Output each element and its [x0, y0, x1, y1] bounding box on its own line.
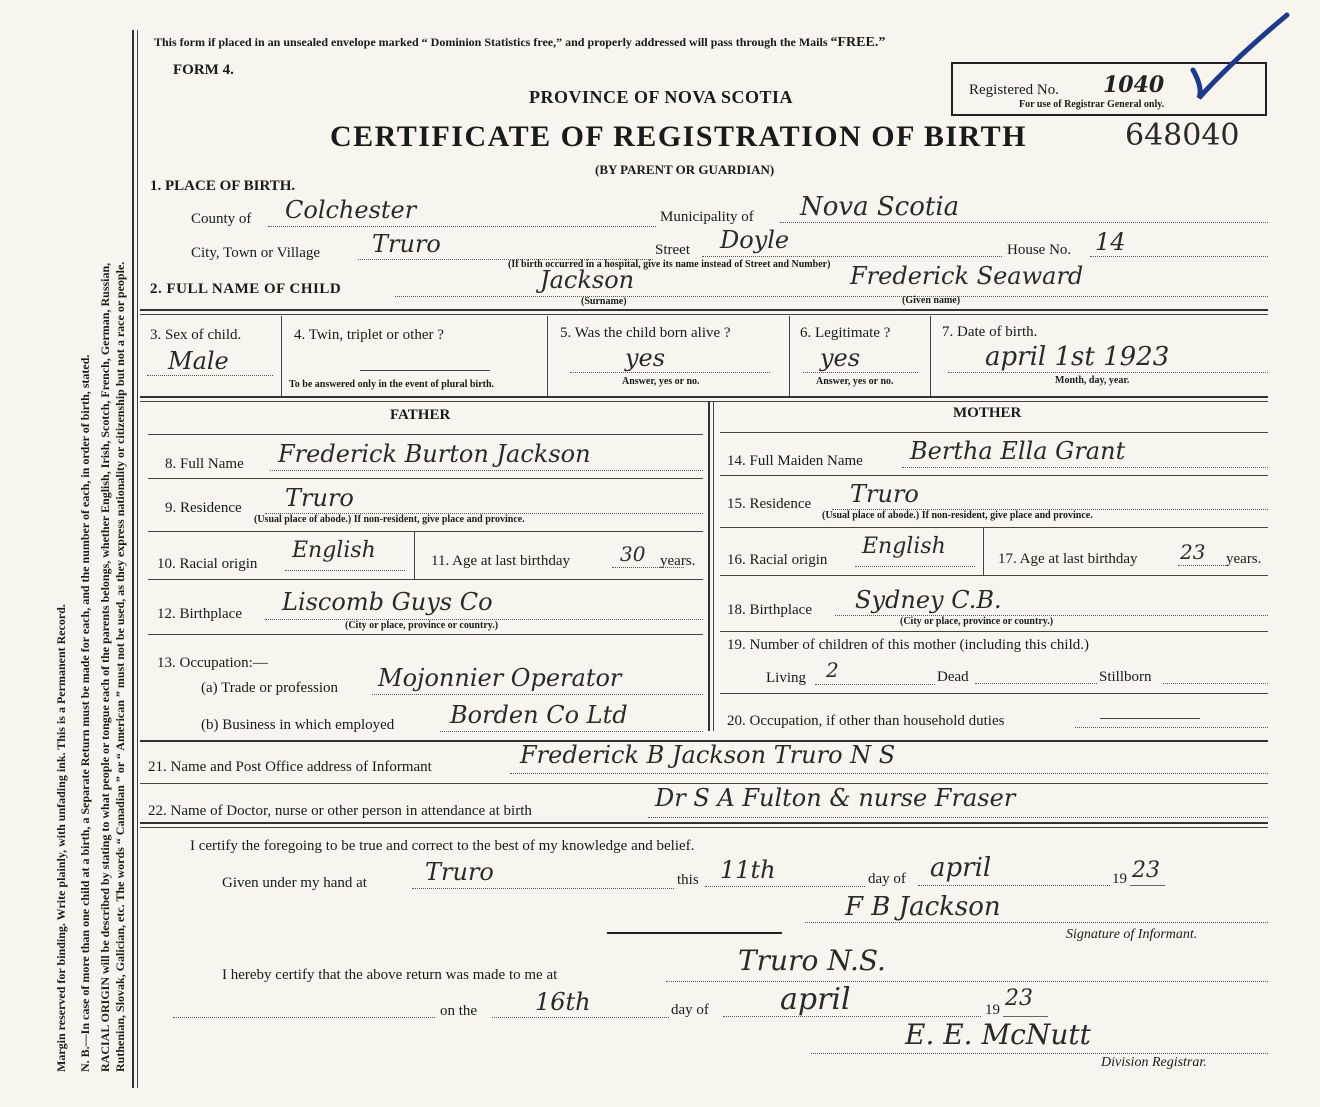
father-race-line	[285, 570, 405, 571]
municipality-label: Municipality of	[660, 209, 754, 225]
business-label: (b) Business in which employed	[201, 717, 395, 733]
mother-age-label: 17. Age at last birthday	[998, 551, 1138, 567]
municipality-value: Nova Scotia	[800, 192, 960, 222]
mother-name-label: 14. Full Maiden Name	[727, 453, 863, 469]
registrar-day-of-label: day of	[671, 1002, 709, 1018]
divider-short	[607, 932, 782, 934]
mother-birthplace-label: 18. Birthplace	[727, 602, 812, 618]
twin-label: 4. Twin, triplet or other ?	[294, 327, 444, 343]
street-line	[702, 256, 1002, 257]
informant-value: Frederick B Jackson Truro N S	[520, 741, 896, 769]
divider-4-5	[547, 316, 548, 396]
mother-birthplace-value: Sydney C.B.	[855, 586, 1002, 614]
father-rule-12	[148, 634, 703, 635]
street-label: Street	[655, 242, 690, 258]
divider-6-7	[930, 316, 931, 396]
rule-b	[140, 314, 1268, 315]
registrar-statement: I hereby certify that the above return was made to me at	[222, 967, 558, 983]
margin-text-racial-2: Ruthenian, Slovak, Galician, etc. The words “ Canadian ” or “ American ” must not be used, as they express nationality or citizenship but not a race or people.	[113, 261, 127, 1072]
city-value: Truro	[372, 230, 441, 258]
trade-line	[372, 694, 703, 695]
county-line	[268, 226, 656, 227]
alive-caption: Answer, yes or no.	[622, 376, 700, 387]
registrar-month-value: april	[780, 982, 851, 1017]
registrar-caption: Division Registrar.	[1101, 1055, 1207, 1070]
registrar-year-prefix: 19	[985, 1002, 1000, 1018]
stamp-number: 648040	[1125, 118, 1240, 153]
alive-value: yes	[625, 344, 666, 372]
dob-line	[948, 372, 1268, 373]
registrar-signature-line	[811, 1053, 1268, 1054]
father-birthplace-label: 12. Birthplace	[157, 606, 242, 622]
father-name-label: 8. Full Name	[165, 456, 244, 472]
mother-name-value: Bertha Ella Grant	[910, 437, 1126, 465]
surname-caption: (Surname)	[581, 296, 627, 307]
father-residence-caption: (Usual place of abode.) If non-resident, give place and province.	[254, 514, 525, 525]
city-label: City, Town or Village	[191, 245, 321, 261]
dead-label: Dead	[937, 669, 969, 685]
month-value: april	[930, 853, 992, 883]
house-label: House No.	[1007, 242, 1072, 258]
mother-birthplace-caption: (City or place, province or country.)	[900, 616, 1054, 627]
alive-label: 5. Was the child born alive ?	[560, 325, 731, 341]
certify-statement: I certify the foregoing to be true and correct to the best of my knowledge and belief.	[190, 838, 695, 854]
father-residence-label: 9. Residence	[165, 500, 242, 516]
informant-label: 21. Name and Post Office address of Informant	[148, 759, 432, 775]
on-the-label: on the	[440, 1003, 478, 1019]
doctor-value: Dr S A Fulton & nurse Fraser	[655, 784, 1016, 812]
registrar-signature: E. E. McNutt	[905, 1018, 1091, 1051]
divider-5-6	[789, 316, 790, 396]
registered-value: 1040	[1103, 72, 1165, 98]
mother-divider-16-17	[983, 527, 984, 575]
mother-rule-18	[720, 631, 1268, 632]
year-value: 23	[1132, 858, 1160, 883]
father-occupation-label: 13. Occupation:—	[157, 655, 268, 671]
mother-years-label: years.	[1226, 551, 1262, 567]
dob-value: april 1st 1923	[985, 342, 1170, 372]
given-place-value: Truro	[425, 858, 494, 886]
father-age-label: 11. Age at last birthday	[431, 553, 570, 569]
mother-age-line	[1178, 565, 1228, 566]
father-divider-10-11	[414, 531, 415, 579]
dob-caption: Month, day, year.	[1055, 375, 1130, 386]
registrar-pre-line	[173, 1017, 435, 1018]
alive-line	[570, 372, 770, 373]
father-name-value: Frederick Burton Jackson	[278, 440, 591, 468]
twin-line	[360, 370, 490, 371]
house-value: 14	[1095, 228, 1126, 256]
margin-text-racial-1: RACIAL ORIGIN will be described by stating to what people or tongue each of the parents belongs, whether English, Irish, Scotch, French, German, Russian,	[98, 262, 112, 1072]
this-day-value: 11th	[720, 856, 776, 884]
document-subtitle: (BY PARENT OR GUARDIAN)	[595, 162, 775, 177]
rule-a	[140, 309, 1268, 311]
mother-residence-value: Truro	[850, 480, 919, 508]
county-value: Colchester	[285, 196, 417, 224]
house-line	[1090, 256, 1268, 257]
father-rule-8	[148, 478, 703, 479]
rule-c	[140, 396, 1268, 398]
given-name-caption: (Given name)	[902, 295, 961, 306]
divider-3-4	[281, 316, 282, 396]
given-label: Given under my hand at	[222, 875, 367, 891]
father-age-value: 30	[620, 542, 646, 566]
informant-line	[510, 773, 1268, 774]
mother-race-line	[855, 566, 975, 567]
this-label: this	[677, 872, 699, 888]
father-birthplace-value: Liscomb Guys Co	[282, 588, 493, 616]
living-value: 2	[826, 658, 839, 682]
registrar-place-line	[666, 981, 1268, 982]
living-line	[815, 684, 935, 685]
year-line	[1130, 885, 1165, 886]
father-residence-value: Truro	[285, 484, 354, 512]
registrar-note: For use of Registrar General only.	[1019, 99, 1165, 110]
registrar-year-value: 23	[1005, 986, 1033, 1011]
mother-age-value: 23	[1180, 540, 1206, 564]
this-day-line	[705, 886, 865, 887]
child-surname: Jackson	[540, 266, 635, 294]
twin-note: To be answered only in the event of plural birth.	[289, 379, 495, 390]
doctor-line	[648, 817, 1268, 818]
mother-residence-label: 15. Residence	[727, 496, 812, 512]
trade-label: (a) Trade or profession	[201, 680, 339, 696]
father-race-label: 10. Racial origin	[157, 556, 258, 572]
legitimate-caption: Answer, yes or no.	[816, 376, 894, 387]
living-label: Living	[766, 670, 806, 686]
mother-rule-14	[720, 475, 1268, 476]
mother-occupation-dash	[1100, 718, 1200, 719]
signature-line	[805, 922, 1268, 923]
parents-divider	[708, 401, 710, 731]
document-title: CERTIFICATE OF REGISTRATION OF BIRTH	[330, 120, 1027, 153]
child-name-line	[395, 296, 1268, 297]
father-name-line	[270, 470, 703, 471]
doctor-label: 22. Name of Doctor, nurse or other person in attendance at birth	[148, 803, 532, 819]
form-number: FORM 4.	[173, 62, 234, 78]
child-name-label: 2. FULL NAME OF CHILD	[150, 281, 342, 297]
hospital-note: (If birth occurred in a hospital, give its name instead of Street and Number)	[508, 259, 831, 270]
margin-text-binding: Margin reserved for binding. Write plainly, with unfading ink. This is a Permanent Record.	[54, 604, 68, 1072]
father-heading: FATHER	[390, 407, 451, 423]
place-heading: 1. PLACE OF BIRTH.	[150, 178, 296, 194]
father-years-label: years.	[660, 553, 696, 569]
given-place-line	[412, 888, 674, 889]
binding-rule	[132, 30, 134, 1088]
child-given-name: Frederick Seaward	[850, 262, 1084, 290]
mother-rule-16	[720, 575, 1268, 576]
mother-occupation-label: 20. Occupation, if other than household duties	[727, 713, 1005, 729]
children-label: 19. Number of children of this mother (including this child.)	[727, 637, 1090, 653]
father-birthplace-caption: (City or place, province or country.)	[345, 620, 499, 631]
dob-label: 7. Date of birth.	[942, 324, 1038, 340]
rule-d	[140, 401, 1268, 402]
year-prefix: 19	[1112, 871, 1127, 887]
mother-rule-15	[720, 527, 1268, 528]
father-rule-10	[148, 579, 703, 580]
father-race-value: English	[292, 538, 376, 563]
trade-value: Mojonnier Operator	[378, 664, 622, 692]
stillborn-line	[1163, 683, 1268, 684]
mother-occupation-line	[1075, 727, 1268, 728]
month-line	[918, 885, 1110, 886]
legitimate-label: 6. Legitimate ?	[800, 325, 891, 341]
sex-label: 3. Sex of child.	[150, 327, 242, 343]
mail-notice: This form if placed in an unsealed envelope marked “ Dominion Statistics free,” and properly addressed will pass through the Mails “FREE.”	[154, 35, 886, 50]
day-of-label: day of	[868, 871, 906, 887]
dead-line	[975, 683, 1097, 684]
rule-h	[140, 827, 1268, 828]
rule-g	[140, 822, 1268, 824]
mother-name-line	[902, 467, 1268, 468]
legitimate-value: yes	[820, 344, 861, 372]
business-value: Borden Co Ltd	[450, 701, 628, 729]
informant-signature: F B Jackson	[845, 892, 1001, 922]
father-heading-rule	[148, 434, 703, 435]
municipality-line	[780, 222, 1268, 223]
mother-heading: MOTHER	[953, 405, 1022, 421]
mother-residence-caption: (Usual place of abode.) If non-resident, give place and province.	[822, 510, 1093, 521]
registrar-place-value: Truro N.S.	[738, 944, 886, 977]
mother-rule-19	[720, 693, 1268, 694]
father-rule-9	[148, 531, 703, 532]
registrar-month-line	[723, 1016, 981, 1017]
check-mark-icon	[1185, 10, 1295, 105]
binding-rule-inner	[137, 30, 138, 1088]
sex-line	[147, 375, 273, 376]
legitimate-line	[803, 372, 918, 373]
registrar-day-value: 16th	[535, 988, 591, 1016]
registered-label: Registered No.	[969, 82, 1059, 98]
province-heading: PROVINCE OF NOVA SCOTIA	[529, 87, 794, 107]
registrar-day-line	[492, 1017, 669, 1018]
registrar-year-line	[1003, 1016, 1048, 1017]
street-value: Doyle	[720, 226, 790, 254]
mother-heading-rule	[720, 432, 1268, 433]
margin-text-nb: N. B.—In case of more than one child at a birth, a Separate Return must be made for each, and the number of each, in order of birth, stated.	[78, 354, 92, 1072]
parents-divider-inner	[713, 401, 714, 731]
mother-race-value: English	[862, 534, 946, 559]
stillborn-label: Stillborn	[1099, 669, 1152, 685]
county-label: County of	[191, 211, 252, 227]
mother-race-label: 16. Racial origin	[727, 552, 828, 568]
sex-value: Male	[168, 347, 229, 375]
signature-caption: Signature of Informant.	[1066, 927, 1198, 942]
business-line	[440, 731, 703, 732]
